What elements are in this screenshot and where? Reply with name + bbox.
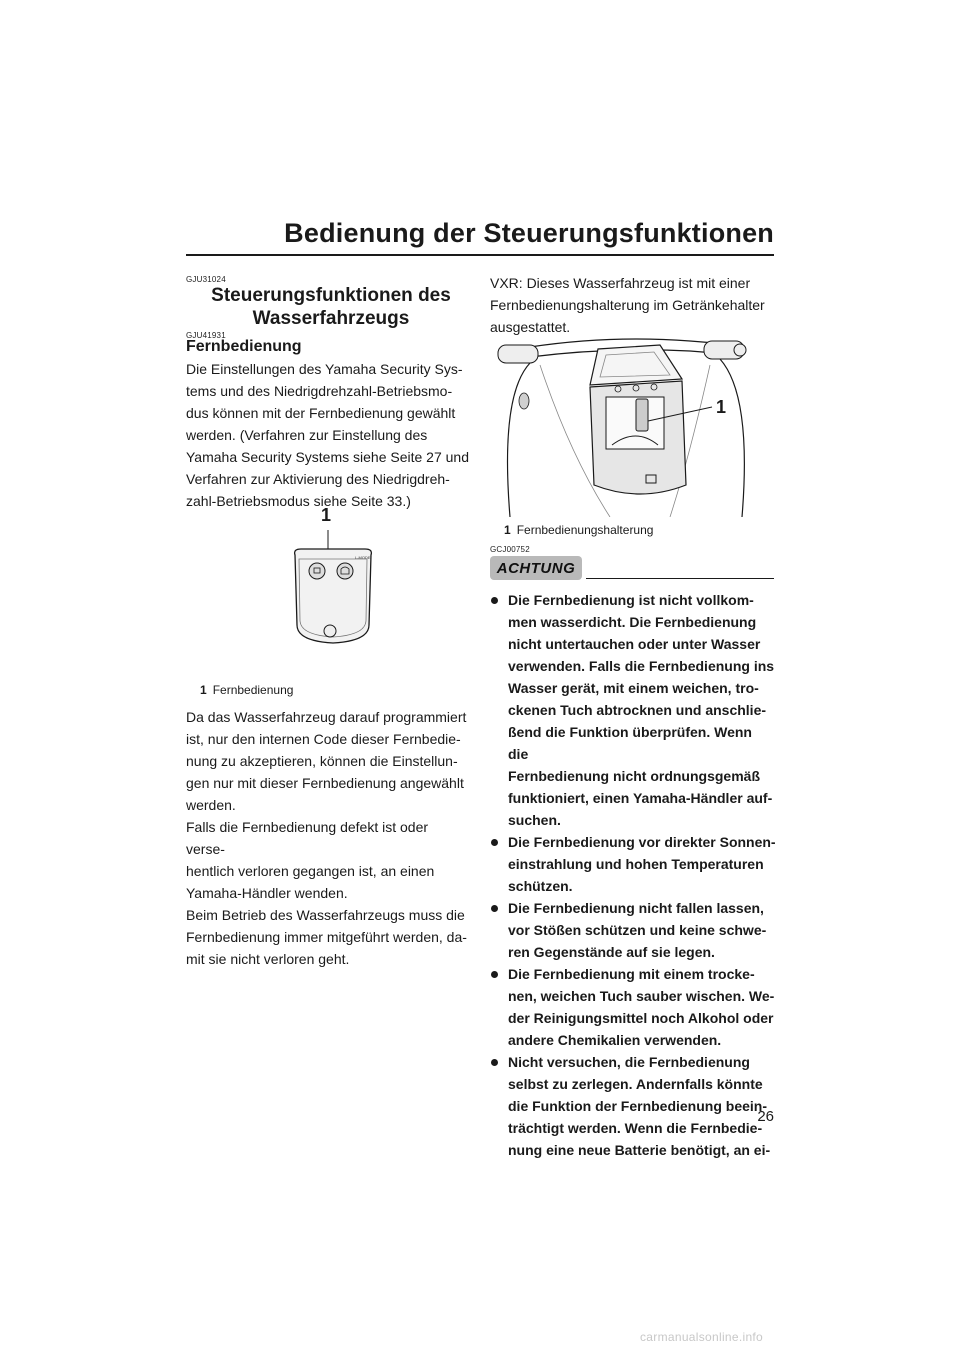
warning-bullet-item (490, 589, 776, 831)
text-line: gen nur mit dieser Fernbedienung angewählt (186, 775, 464, 791)
text-line: ausgestattet. (490, 319, 571, 335)
text-line: ßend die Funktion überprüfen. Wenn die (508, 724, 752, 762)
section-title-line1: Steuerungsfunktionen des (211, 285, 451, 306)
text-line: selbst zu zerlegen. Andernfalls könnte (508, 1076, 763, 1092)
text-line: Fernbedienungshalterung im Getränkehalter (490, 297, 765, 313)
text-line: werden. (Verfahren zur Einstellung des (186, 427, 428, 443)
text-line: ckenen Tuch abtrocknen und anschlie- (508, 702, 767, 718)
text-line: Falls die Fernbedienung defekt ist oder verse- (186, 819, 429, 857)
text-line: suchen. (508, 812, 561, 828)
holder-callout: 1 (716, 397, 727, 417)
text-line: funktioniert, einen Yamaha-Händler auf- (508, 790, 773, 806)
subsection-code: GJU41931 (186, 331, 226, 340)
text-line: Wasser gerät, mit einem weichen, tro- (508, 680, 759, 696)
figure-caption-remote (200, 683, 293, 697)
page-number: 26 (757, 1108, 774, 1125)
text-line: hentlich verloren gegangen ist, an einen (186, 863, 435, 879)
warning-list (490, 589, 776, 1161)
text-line: Yamaha Security Systems siehe Seite 27 und (186, 449, 470, 465)
text-line: andere Chemikalien verwenden. (508, 1032, 722, 1048)
warning-bullet-item (490, 831, 776, 897)
text-line: Yamaha-Händler wenden. (186, 885, 348, 901)
text-line: men wasserdicht. Die Fernbedienung (508, 614, 757, 630)
remote-mode-text: L-MODE (355, 555, 371, 560)
warning-bullet-item (490, 897, 776, 963)
vxr-paragraph (490, 272, 774, 338)
page-header-title: Bedienung der Steuerungsfunktionen (284, 218, 774, 248)
section-title (196, 284, 466, 330)
remote-control-icon (283, 525, 383, 675)
text-line: Die Fernbedienung nicht fallen lassen, (508, 900, 764, 916)
caption-text: Fernbedienung (212, 683, 294, 697)
text-line: Die Fernbedienung mit einem trocke- (508, 966, 755, 982)
text-line: Beim Betrieb des Wasserfahrzeugs muss die (186, 907, 465, 923)
text-line: tems und des Niedrigdrehzahl-Betriebsmo- (186, 383, 453, 399)
warning-code: GCJ00752 (490, 545, 530, 554)
text-line: ist, nur den internen Code dieser Fernbedie- (186, 731, 461, 747)
caption-number: 1 (504, 523, 511, 537)
figure-caption-holder (504, 523, 653, 537)
text-line: Fernbedienung nicht ordnungsgemäß (508, 768, 760, 784)
text-line: mit sie nicht verloren geht. (186, 951, 350, 967)
section-title-line2: Wasserfahrzeugs (252, 308, 410, 329)
section-code: GJU31024 (186, 275, 226, 284)
text-line: werden. (186, 797, 236, 813)
text-line: dus können mit der Fernbedienung gewählt (186, 405, 456, 421)
text-line: nicht untertauchen oder unter Wasser (508, 636, 761, 652)
text-line: Nicht versuchen, die Fernbedienung (508, 1054, 750, 1070)
text-line: verwenden. Falls die Fernbedienung ins (508, 658, 775, 674)
warning-rule (586, 578, 774, 579)
text-line: trächtigt werden. Wenn die Fernbedie- (508, 1120, 763, 1136)
text-line: nung eine neue Batterie benötigt, an ei- (508, 1142, 771, 1158)
text-line: Die Einstellungen des Yamaha Security Sys- (186, 361, 463, 377)
warning-bullet-item (490, 963, 776, 1051)
caption-number: 1 (200, 683, 207, 697)
text-line: VXR: Dieses Wasserfahrzeug ist mit einer (490, 275, 751, 291)
figure-callout: 1 (321, 505, 332, 525)
watermark-text: carmanualsonline.info (640, 1330, 764, 1344)
text-line: Die Fernbedienung ist nicht vollkom- (508, 592, 754, 608)
caption-text: Fernbedienungshalterung (516, 523, 654, 537)
text-line: Die Fernbedienung vor direkter Sonnen- (508, 834, 776, 850)
text-line: die Funktion der Fernbedienung beein- (508, 1098, 768, 1114)
text-line: nung zu akzeptieren, können die Einstellun- (186, 753, 458, 769)
text-line: Fernbedienung immer mitgeführt werden, da- (186, 929, 467, 945)
text-line: Verfahren zur Aktivierung des Niedrigdreh- (186, 471, 450, 487)
jetski-holder-illustration (490, 335, 774, 517)
text-line: der Reinigungsmittel noch Alkohol oder (508, 1010, 774, 1026)
intro-paragraph (186, 358, 470, 512)
text-line: schützen. (508, 878, 573, 894)
text-line: zahl-Betriebsmodus siehe Seite 33.) (186, 493, 411, 509)
text-line: vor Stößen schützen und keine schwe- (508, 922, 767, 938)
main-paragraph (186, 706, 470, 970)
header-rule (186, 254, 774, 256)
warning-label: ACHTUNG (490, 556, 582, 580)
text-line: ren Gegenstände auf sie legen. (508, 944, 715, 960)
holder-figure (490, 335, 774, 517)
subsection-title: Fernbedienung (186, 338, 302, 355)
text-line: nen, weichen Tuch sauber wischen. We- (508, 988, 775, 1004)
text-line: einstrahlung und hohen Temperaturen (508, 856, 764, 872)
text-line: Da das Wasserfahrzeug darauf programmiert (186, 709, 467, 725)
warning-bullet-item (490, 1051, 776, 1161)
